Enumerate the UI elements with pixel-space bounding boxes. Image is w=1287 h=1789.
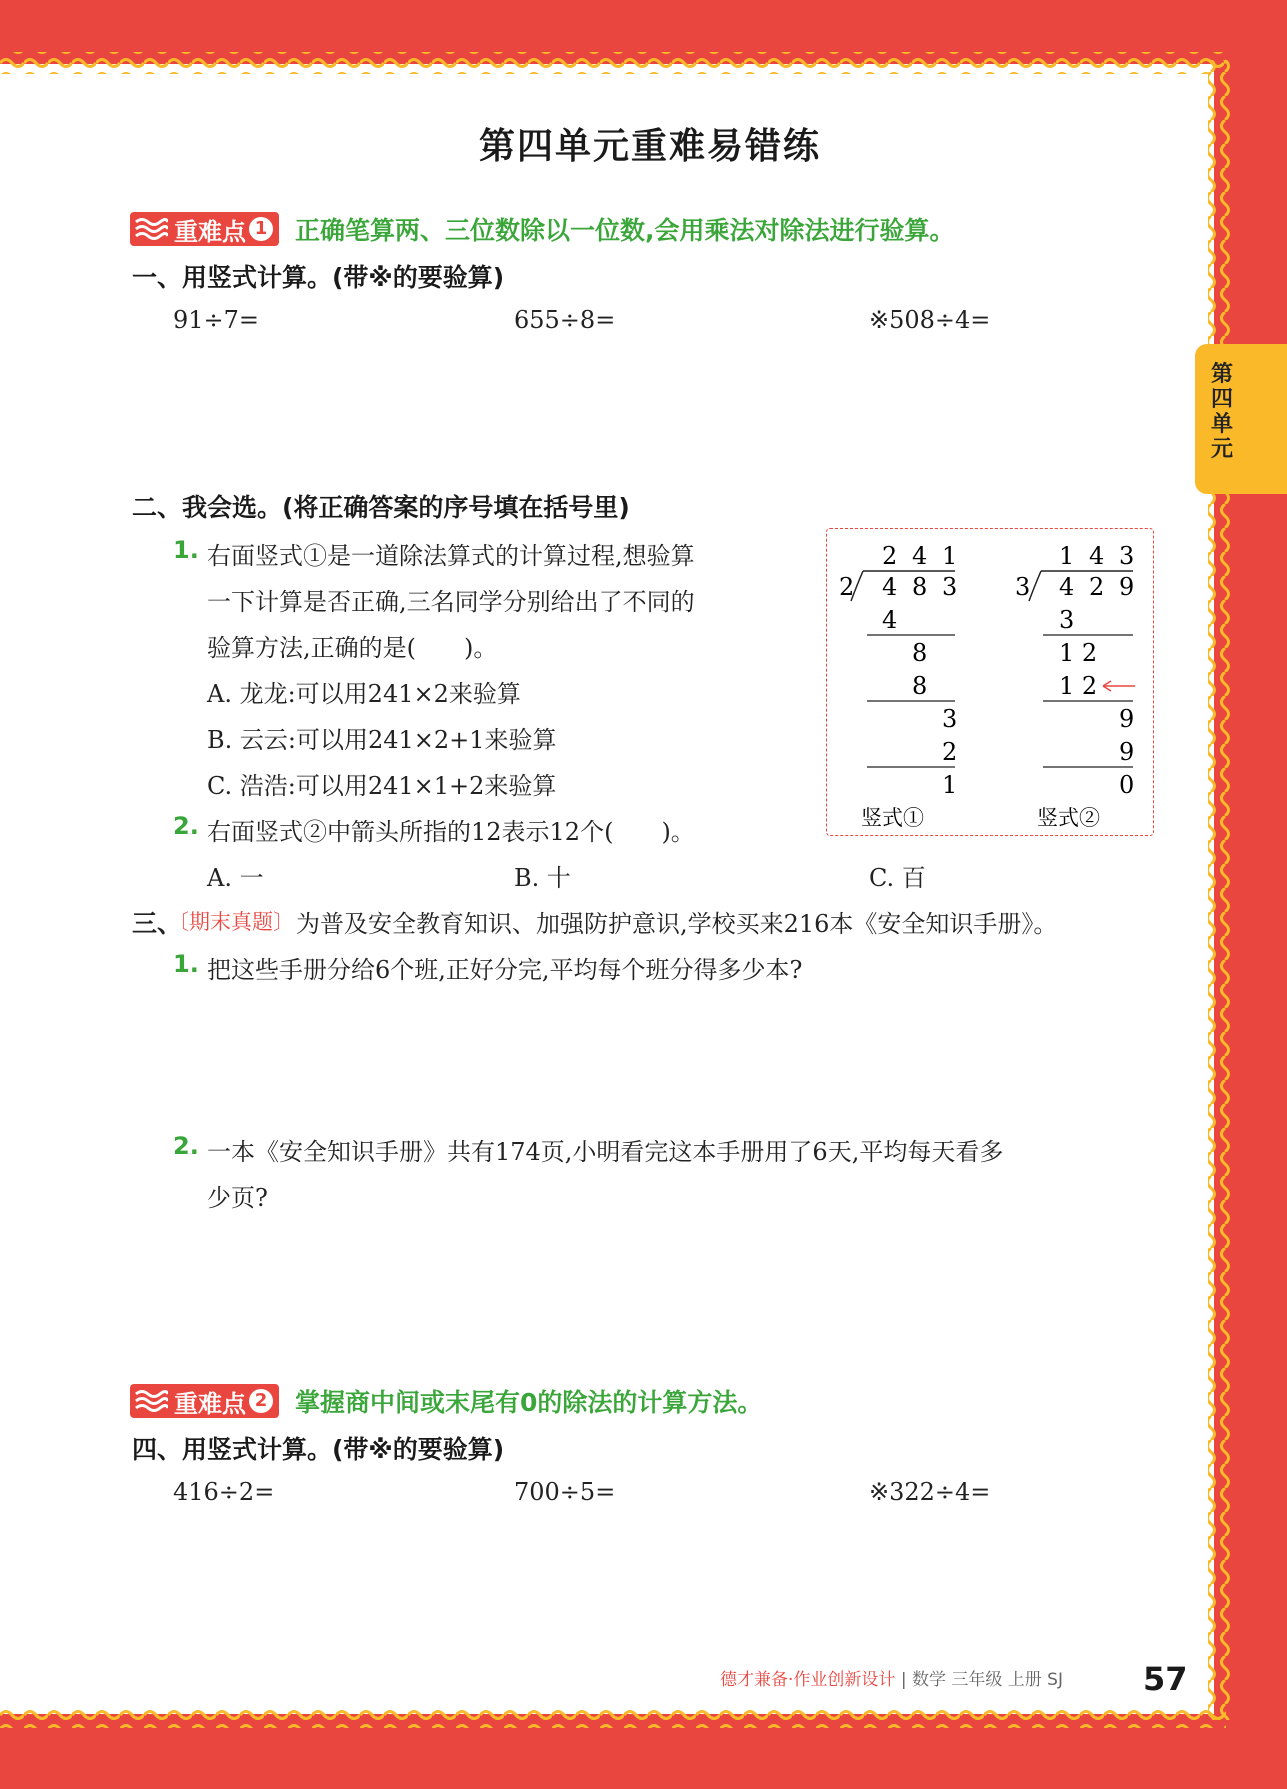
question-text-line: 右面竖式①是一道除法算式的计算过程,想验算 (207, 542, 695, 570)
dividend-digit: 9 (1119, 573, 1135, 601)
long-division-2 (1015, 542, 1135, 830)
division-bracket (1029, 571, 1041, 601)
section-4-heading: 四、用竖式计算。(带※的要验算) (132, 1435, 505, 1464)
quotient-digit: 4 (912, 542, 928, 570)
section-1-heading: 一、用竖式计算。(带※的要验算) (132, 263, 505, 292)
side-tab-label: 第四单元 (1210, 362, 1233, 462)
calc-item: 416÷2= (173, 1478, 275, 1506)
dividend-digit: 8 (912, 573, 928, 601)
quotient-digit: 4 (1089, 542, 1105, 570)
calc-item: 91÷7= (173, 306, 260, 334)
dividend-digit: 2 (1089, 573, 1105, 601)
question-number: 1. (173, 950, 199, 978)
step-value: 9 (1119, 705, 1135, 733)
long-division-box (826, 528, 1154, 836)
step-value: 8 (912, 672, 928, 700)
step-value: 1 2 (1059, 672, 1098, 700)
long-division-1 (839, 542, 957, 830)
waves-icon (134, 1388, 168, 1414)
option-c: C. 浩浩:可以用241×1+2来验算 (207, 772, 557, 800)
division-label: 竖式② (1037, 806, 1100, 830)
question-text-line: 验算方法,正确的是( )。 (207, 634, 498, 662)
step-value: 1 2 (1059, 639, 1098, 667)
footer-subject: 数学 (911, 1670, 946, 1690)
key-point-badge (130, 1384, 279, 1418)
step-value: 2 (942, 738, 958, 766)
section-3-prefix: 三、 (132, 909, 183, 938)
option-b: B. 云云:可以用241×2+1来验算 (207, 726, 557, 754)
step-value: 3 (942, 705, 958, 733)
key-point-1 (130, 212, 955, 246)
key-point-number: 2 (249, 1389, 273, 1413)
key-point-text: 掌握商中间或末尾有0的除法的计算方法。 (295, 1388, 763, 1417)
question-number: 2. (173, 1132, 199, 1160)
waves-icon (134, 216, 168, 242)
key-point-number: 1 (249, 217, 273, 241)
quotient-digit: 1 (1059, 542, 1075, 570)
key-point-badge (130, 212, 279, 246)
footer-volume: 上册 (1007, 1670, 1042, 1690)
page-title: 第四单元重难易错练 (478, 126, 821, 167)
question-number: 2. (173, 812, 199, 840)
quotient-digit: 1 (942, 542, 958, 570)
section-3-intro: 为普及安全教育知识、加强防护意识,学校买来216本《安全知识手册》。 (296, 910, 1058, 938)
exam-tag: 〔期末真题〕 (168, 910, 294, 934)
key-point-2 (130, 1384, 762, 1418)
footer-grade: 三年级 (951, 1670, 1003, 1690)
divisor: 3 (1015, 573, 1031, 601)
footer-brand: 德才兼备·作业创新设计 (720, 1670, 896, 1690)
question-text: 把这些手册分给6个班,正好分完,平均每个班分得多少本? (207, 956, 803, 984)
key-point-label: 重难点 (174, 1389, 246, 1418)
question-text-line: 少页? (207, 1184, 268, 1212)
step-value: 8 (912, 639, 928, 667)
key-point-label: 重难点 (174, 217, 246, 246)
dividend-digit: 4 (882, 573, 898, 601)
calc-item: ※322÷4= (869, 1478, 991, 1506)
remainder: 1 (942, 771, 958, 799)
quotient-digit: 2 (882, 542, 898, 570)
page-number: 57 (1143, 1660, 1188, 1698)
calc-item: ※508÷4= (869, 306, 991, 334)
step-value: 3 (1059, 606, 1075, 634)
quotient-digit: 3 (1119, 542, 1135, 570)
key-point-text: 正确笔算两、三位数除以一位数,会用乘法对除法进行验算。 (295, 216, 955, 245)
divisor: 2 (839, 573, 855, 601)
question-text: 右面竖式②中箭头所指的12表示12个( )。 (207, 818, 695, 846)
long-division-figure (827, 529, 1153, 835)
calc-item: 655÷8= (514, 306, 616, 334)
step-value: 9 (1119, 738, 1135, 766)
unit-side-tab (1195, 344, 1287, 494)
question-text-line: 一下计算是否正确,三名同学分别给出了不同的 (207, 588, 695, 616)
page-footer: 德才兼备·作业创新设计 | 数学 三年级 上册 SJ (720, 1670, 1063, 1690)
dividend-digit: 4 (1059, 573, 1075, 601)
dividend-digit: 3 (942, 573, 958, 601)
question-text-line: 一本《安全知识手册》共有174页,小明看完这本手册用了6天,平均每天看多 (207, 1138, 1004, 1166)
division-label: 竖式① (861, 806, 924, 830)
option-b: B. 十 (514, 864, 571, 892)
option-a: A. 龙龙:可以用241×2来验算 (207, 680, 521, 708)
step-value: 4 (882, 606, 898, 634)
option-c: C. 百 (869, 864, 926, 892)
footer-edition: SJ (1047, 1670, 1063, 1690)
remainder: 0 (1119, 771, 1135, 799)
section-2-heading: 二、我会选。(将正确答案的序号填在括号里) (132, 493, 630, 522)
calc-item: 700÷5= (514, 1478, 616, 1506)
option-a: A. 一 (207, 864, 264, 892)
question-number: 1. (173, 536, 199, 564)
